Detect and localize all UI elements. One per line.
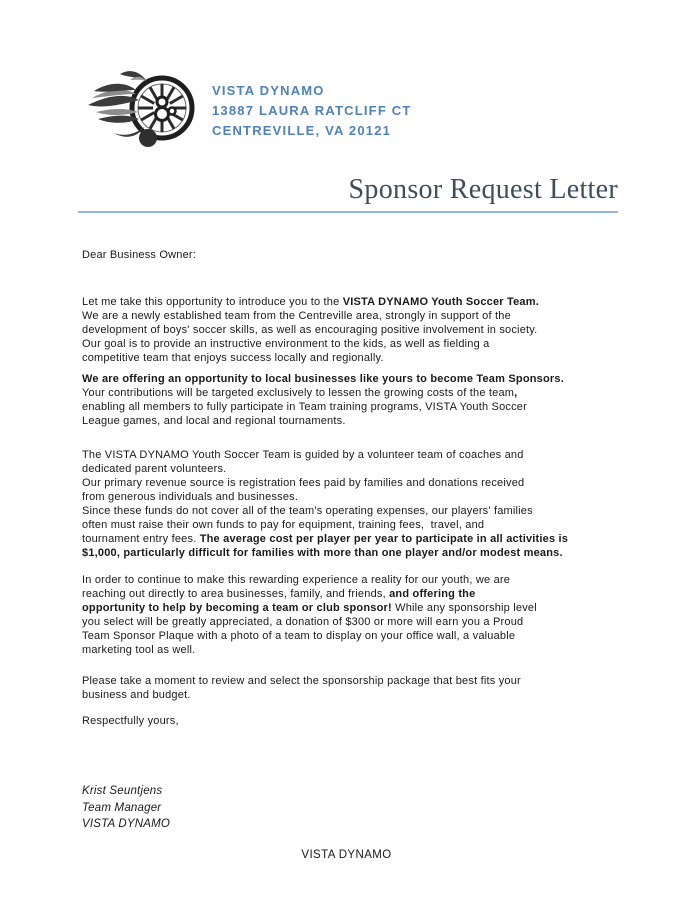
letterhead [86,64,412,158]
letter-body [82,248,647,833]
document-title-block [78,174,618,213]
signature-name: Krist Seuntjens [82,785,163,797]
org-address-line1: 13887 LAURA RATCLIFF CT [212,103,412,118]
paragraph-costs: The VISTA DYNAMO Youth Soccer Team is guided by a volunteer team of coaches and dedicated parent volunteers. Our primary revenue source is registration fees paid by families and donations received from generous individuals and businesses. Since these funds do not cover all of the team's operating expenses, our players' families often must raise their own funds to pay for equipment, training fees, travel, and tournament entry fees. The average cost per player per year to participate in all activities is $1,000, particularly difficult for families with more than one player and/or modest means. [82,449,569,559]
paragraph-intro: Let me take this opportunity to introduce you to the VISTA DYNAMO Youth Soccer Team. We are a newly established team from the Centreville area, strongly in support of the development of boys' soccer skills, as well as encouraging positive involvement in society. Our goal is to provide an instructive environment to the kids, as well as fielding a competitive team that enjoys success locally and regionally. [82,296,539,364]
team-logo-icon [86,64,206,158]
salutation: Dear Business Owner: [82,249,197,261]
page-title: Sponsor Request Letter [348,174,618,205]
signature-block [82,783,647,833]
paragraph-request: Please take a moment to review and select the sponsorship package that best fits your business and budget. [82,675,521,701]
signature-title: Team Manager [82,801,162,814]
closing: Respectfully yours, [82,715,179,727]
signature-org: VISTA DYNAMO [82,818,171,830]
org-name: VISTA DYNAMO [212,83,325,98]
footer-text: VISTA DYNAMO [301,849,392,861]
paragraph-offer: We are offering an opportunity to local businesses like yours to become Team Sponsors. Your contributions will be targeted exclusively to lessen the growing costs of the team, enabling all members to fully participate in Team training programs, VISTA Youth Soccer League games, and local and regional tournaments. [82,373,564,427]
paragraph-sponsorship: In order to continue to make this rewarding experience a reality for our youth, we are reaching out directly to area businesses, family, and friends, and offering the opportunity to help by becoming a team or club sponsor! While any sponsorship level you select will be greatly appreciated, a donation of $300 or more will earn you a Proud Team Sponsor Plaque with a photo of a team to display on your office wall, a valuable marketing tool as well. [82,574,537,656]
org-address-line2: CENTREVILLE, VA 20121 [212,123,392,138]
org-address-block [212,81,412,141]
